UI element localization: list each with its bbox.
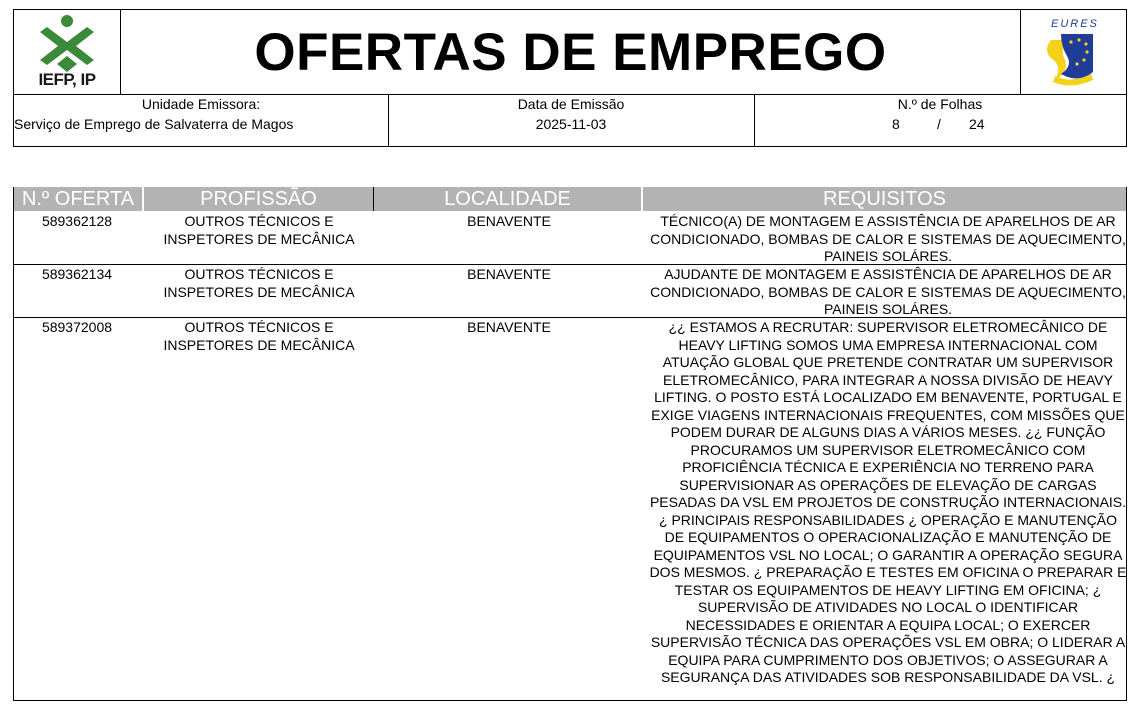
offer-profissao: OUTROS TÉCNICOS E INSPETORES DE MECÂNICA: [163, 266, 355, 300]
offer-id: 589362128: [41, 213, 113, 229]
offer-localidade: BENAVENTE: [467, 213, 551, 229]
offer-id: 589362134: [41, 266, 113, 282]
offer-profissao: OUTROS TÉCNICOS E INSPETORES DE MECÂNICA: [163, 213, 355, 247]
column-header-localidade: LOCALIDADE: [374, 187, 642, 211]
folha-atual: 8: [892, 116, 900, 132]
offers-table: [13, 211, 1127, 701]
folha-separator: /: [937, 116, 941, 132]
offer-id: 589372008: [41, 319, 113, 335]
column-header-oferta: N.º OFERTA: [13, 187, 142, 211]
eures-logo-text: EURES: [1051, 18, 1099, 30]
data-emissao-cell: [388, 95, 755, 146]
unidade-emissora-label: Unidade Emissora:: [141, 96, 261, 112]
document-info: [13, 94, 1127, 147]
row-divider: [13, 317, 1127, 318]
offer-requisitos: AJUDANTE DE MONTAGEM E ASSISTÊNCIA DE APARELHOS DE AR CONDICIONADO, BOMBAS DE CALOR E SISTEMAS DE AQUECIMENTO, PAINEIS SOLÁRES.: [650, 266, 1126, 317]
offer-profissao: OUTROS TÉCNICOS E INSPETORES DE MECÂNICA: [163, 319, 355, 353]
offer-localidade: BENAVENTE: [467, 266, 551, 282]
table-row: [14, 317, 1126, 700]
column-header-profissao: PROFISSÃO: [143, 187, 374, 211]
document-header: [13, 9, 1127, 95]
table-row: [14, 211, 1126, 264]
data-emissao-label: Data de Emissão: [517, 96, 625, 112]
folhas-total: 24: [969, 116, 985, 132]
offer-requisitos: TÉCNICO(A) DE MONTAGEM E ASSISTÊNCIA DE APARELHOS DE AR CONDICIONADO, BOMBAS DE CALOR E SISTEMAS DE AQUECIMENTO, PAINEIS SOLÁRES.: [650, 213, 1126, 264]
column-header-requisitos: REQUISITOS: [643, 187, 1127, 211]
row-divider: [13, 264, 1127, 265]
unidade-emissora-cell: [14, 95, 389, 146]
table-row: [14, 264, 1126, 317]
numero-folhas-label: N.º de Folhas: [897, 96, 983, 112]
offer-localidade: BENAVENTE: [467, 319, 551, 335]
numero-folhas-cell: [754, 95, 1126, 146]
page-title: OFERTAS DE EMPREGO: [254, 22, 887, 82]
iefp-logo-text: IEFP, IP: [38, 70, 96, 89]
eures-logo: [1020, 10, 1126, 94]
unidade-emissora-value: Serviço de Emprego de Salvaterra de Magos: [14, 116, 294, 132]
offer-requisitos: ¿¿ ESTAMOS A RECRUTAR: SUPERVISOR ELETROMECÂNICO DE HEAVY LIFTING SOMOS UMA EMPRESA INTERNACIONAL COM ATUAÇÃO GLOBAL QUE PRETENDE CONTRATAR UM SUPERVISOR ELETROMECÂNICO, PARA INTEGRAR A NOSSA DIVISÃO DE HEAVY LIFTING. O POSTO ESTÁ LOCALIZADO EM BENAVENTE, PORTUGAL E EXIGE VIAGENS INTERNACIONAIS FREQUENTES, COM MISSÕES QUE PODEM DURAR DE ALGUNS DIAS A VÁRIOS MESES. ¿¿ FUNÇÃO PROCURAMOS UM SUPERVISOR ELETROMECÂNICO COM PROFICIÊNCIA TÉCNICA E EXPERIÊNCIA NO TERRENO PARA SUPERVISIONAR AS OPERAÇÕES DE ELEVAÇÃO DE CARGAS PESADAS DA VSL EM PROJETOS DE CONSTRUÇÃO INTERNACIONAIS. ¿ PRINCIPAIS RESPONSABILIDADES ¿ OPERAÇÃO E MANUTENÇÃO DE EQUIPAMENTOS O OPERACIONALIZAÇÃO E MANUTENÇÃO DE EQUIPAMENTOS VSL NO LOCAL; O GARANTIR A OPERAÇÃO SEGURA DOS MESMOS. ¿ PREPARAÇÃO E TESTES EM OFICINA O PREPARAR E TESTAR OS EQUIPAMENTOS DE HEAVY LIFTING EM OFICINA; ¿ SUPERVISÃO DE ATIVIDADES NO LOCAL O IDENTIFICAR NECESSIDADES E ORIENTAR A EQUIPA LOCAL; O EXERCER SUPERVISÃO TÉCNICA DAS OPERAÇÕES VSL EM OBRA; O LIDERAR A EQUIPA PARA CUMPRIMENTO DOS OBJETIVOS; O ASSEGURAR A SEGURANÇA DAS ATIVIDADES SOB RESPONSABILIDADE DA VSL. ¿: [649, 319, 1127, 685]
data-emissao-value: 2025-11-03: [535, 116, 607, 132]
iefp-logo: [14, 10, 121, 94]
